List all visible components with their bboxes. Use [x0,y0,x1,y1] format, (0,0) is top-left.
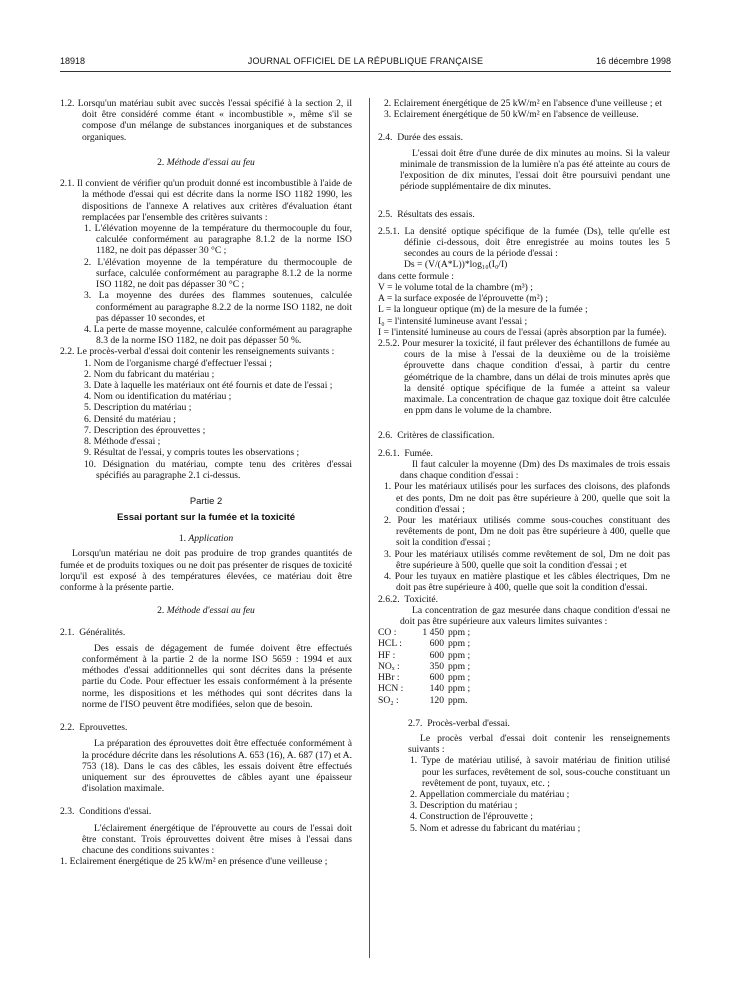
para-2-1: 2.1. Il convient de vérifier qu'un produit donné est incombustible à l'aide de la méthode d'essai qui est décrite dans la norme ISO 1182 1990, les dispositions de l'annexe A relatives aux critères d'évaluation étant remplacées par l'ensemble des critères suivants : [60,178,352,223]
section-heading-application: 1. Application [178,533,234,545]
formula-variable: V = le volume total de la chambre (m³) ; [378,281,533,293]
report-item: 3. Date à laquelle les matériaux ont été fournis et date de l'essai ; [84,380,333,392]
report-item: 2. Nom du fabricant du matériau ; [84,368,215,380]
heading-2-2: 2.2. Eprouvettes. [60,722,128,734]
report-item: 7. Description des éprouvettes ; [84,424,206,436]
right-column [378,98,670,834]
criteria-item: 3. La moyenne des durées des flammes soutenues, calculée conformément au paragraphe 8.2.2 de la norme ISO 1182, ne doit pas dépasser 10 secondes, et [84,290,352,324]
gas-unit: ppm ; [448,638,471,650]
report-item: 3. Description du matériau ; [410,800,518,812]
formula-variable: I = l'intensité lumineuse au cours de l'essai (après absorption par la fumée). [378,326,667,338]
criteria-item: 2. L'élévation moyenne de la température du thermocouple de surface, calculée conformément au paragraphe 8.1.2 de la norme ISO 1182, ne doit pas dépasser 30 °C ; [84,256,352,291]
formula-variable: A = la surface exposée de l'éprouvette (m²) ; [378,293,548,305]
smoke-criteria-item: 4. Pour les tuyaux en matière plastique et les câbles électriques, Dm ne doit pas être supérieure à 400, quelle que soit la condition d'essai. [384,571,670,594]
gas-value: 1 450 [422,627,444,639]
smoke-criteria-item: 2. Pour les matériaux utilisés comme sous-couches constituant des revêtements de pont, Dm ne doit pas être supérieure à 400, quelle que soit la condition d'essai ; [384,515,670,549]
application-text: Lorsqu'un matériau ne doit pas produire de trop grandes quantités de fumée et de produits toxiques ou ne doit pas présenter de risques de toxicité lorqu'il est exposé à des températures élevées, ce matériau doit être conforme à la présente partie. [60,548,352,594]
condition-item: 3. Eclairement énergétique de 50 kW/m² en l'absence de veilleuse. [384,109,639,121]
heading-2-6: 2.6. Critères de classification. [378,430,495,442]
partie-label: Partie 2 [189,495,223,506]
report-item: 5. Nom et adresse du fabricant du matériau ; [410,822,581,834]
gas-value: 600 [429,638,444,650]
gas-unit: ppm ; [448,660,471,672]
criteria-item: 4. La perte de masse moyenne, calculée conformément au paragraphe 8.3 de la norme ISO 1182, ne doit pas dépasser 50 %. [84,323,352,347]
gas-name: HCL : [378,638,402,650]
section-heading-methode: 2. Méthode d'essai au feu [157,156,255,168]
report-item: 1. Type de matériau utilisé, à savoir matériau de finition utilisé pour les surfaces, revêtement de sol, sous-couche constituant un revêtement de pont, tuyaux, etc. ; [410,755,670,789]
gas-name: NOₓ : [378,660,400,672]
gas-unit: ppm ; [448,683,471,695]
criteria-item: 1. L'élévation moyenne de la température du thermocouple du four, calculée conformément au paragraphe 8.1.2 de la norme ISO 1182, ne doit pas dépasser 30 °C ; [84,222,352,257]
column-divider [369,98,370,958]
formula: Ds = (V/(A*L))*log₁₀(I₀/I) [404,259,508,271]
gas-unit: ppm ; [448,649,471,661]
report-item: 6. Densité du matériau ; [84,413,176,425]
heading-2-6-1: 2.6.1. Fumée. [378,447,433,459]
gas-unit: ppm. [448,694,468,706]
para-2-5-1: 2.5.1. La densité optique spécifique de la fumée (Ds), telle qu'elle est définie ci-dessous, doit être enregistrée au moins toutes les 5 secondes au cours de la période d'essai : [378,225,671,260]
formula-intro: dans cette formule : [378,270,454,282]
left-column [60,98,352,867]
page-header [60,56,671,70]
gas-value: 140 [429,683,444,695]
text-2-6-2: La concentration de gaz mesurée dans chaque condition d'essai ne doit pas être supérieure aux valeurs limites suivantes : [400,604,670,627]
header-rule [60,71,671,72]
text-2-3: L'éclairement énergétique de l'éprouvette au cours de l'essai doit être constant. Trois éprouvettes doivent être mises à l'essai dans chacune des conditions suivantes : [82,822,352,857]
gas-unit: ppm ; [448,672,471,684]
journal-title: JOURNAL OFFICIEL DE LA RÉPUBLIQUE FRANÇAISE [247,56,484,66]
gas-value: 600 [429,649,444,661]
report-item: 10. Désignation du matériau, compte tenu des critères d'essai spécifiés au paragraphe 2.1 ci-dessus. [84,458,352,481]
section-heading-methode-2: 2. Méthode d'essai au feu [157,605,255,617]
gas-value: 600 [429,672,444,684]
formula-variable: I₀ = l'intensité lumineuse avant l'essai ; [378,315,528,327]
heading-2-7: 2.7. Procès-verbal d'essai. [408,717,510,729]
para-1-2: 1.2. Lorsqu'un matériau subit avec succès l'essai spécifié à la section 2, il doit être considéré comme étant « incombustible », même s'il se compose d'un mélange de substances inorganiques et de substances organiques. [60,98,353,143]
smoke-criteria-item: 1. Pour les matériaux utilisés pour les surfaces des cloisons, des plafonds et des ponts, Dm ne doit pas être supérieure à 200, quelle que soit la condition d'essai ; [384,481,670,515]
text-2-6-1: Il faut calculer la moyenne (Dm) des Ds maximales de trois essais dans chaque condition d'essai : [400,458,670,482]
partie-title: Essai portant sur la fumée et la toxicité [116,512,296,523]
heading-2-4: 2.4. Durée des essais. [378,132,463,144]
gas-value: 120 [429,694,444,706]
report-item: 2. Appellation commerciale du matériau ; [410,789,570,801]
text-2-1: Des essais de dégagement de fumée doivent être effectués conformément à la partie 2 de la norme ISO 5659 : 1994 et aux méthodes d'essai additionnelles qui sont décrites dans la présente partie du Code. Pour effectuer les essais conformément à la présente norme, les dispositions et les méthodes qui sont décrites dans la norme de l'ISO peuvent être modifiées, selon que de besoin. [82,642,352,710]
gas-unit: ppm ; [448,627,471,639]
heading-2-3: 2.3. Conditions d'essai. [60,806,152,818]
report-item: 1. Nom de l'organisme chargé d'effectuer l'essai ; [84,357,272,369]
gas-value: 350 [429,660,444,672]
para-2-5-2: 2.5.2. Pour mesurer la toxicité, il faut prélever des échantillons de fumée au cours de la mise à l'essai de la deuxième ou de la troisième éprouvette dans chaque condition d'essai, à partir du centre géométrique de la chambre, dans un délai de trois minutes après que la densité optique spécifique de la fumée a atteint sa valeur maximale. La concentration de chaque gaz toxique doit être calculée en ppm dans le volume de la chambre. [378,337,670,417]
gas-limits-table [378,627,670,706]
text-2-7: Le procès verbal d'essai doit contenir les renseignements suivants : [408,732,670,756]
report-item: 8. Méthode d'essai ; [84,436,161,448]
report-item: 4. Nom ou identification du matériau ; [84,391,232,403]
formula-variable: L = la longueur optique (m) de la mesure de la fumée ; [378,304,588,316]
gas-name: HCN : [378,683,404,695]
heading-2-1: 2.1. Généralités. [60,626,126,638]
report-item: 9. Résultat de l'essai, y compris toutes les observations ; [84,447,300,459]
condition-item: 1. Eclairement énergétique de 25 kW/m² en présence d'une veilleuse ; [60,856,328,868]
page-number: 18918 [60,56,86,66]
para-2-2: 2.2. Le procès-verbal d'essai doit contenir les renseignements suivants : [60,346,335,358]
report-item: 5. Description du matériau ; [84,402,192,414]
gas-name: SO₂ : [378,694,399,706]
condition-item: 2. Eclairement énergétique de 25 kW/m² en l'absence d'une veilleuse ; et [384,98,662,109]
heading-2-5: 2.5. Résultats des essais. [378,208,475,220]
gas-name: HBr : [378,672,400,684]
gas-name: HF : [378,649,396,661]
publication-date: 16 décembre 1998 [595,56,671,66]
smoke-criteria-item: 3. Pour les matériaux utilisés comme revêtement de sol, Dm ne doit pas être supérieure à 500, quelle que soit la condition d'essai ; et [384,548,670,571]
gas-name: CO : [378,627,397,639]
report-item: 4. Construction de l'éprouvette ; [410,811,533,823]
text-2-2: La préparation des éprouvettes doit être effectuée conformément à la procédure décrite dans les résolutions A. 653 (16), A. 687 (17) et A. 753 (18). Dans le cas des câbles, les essais doivent être effectués uniquement sur des éprouvettes de câbles ayant une épaisseur d'isolation maximale. [82,738,352,795]
text-2-4: L'essai doit être d'une durée de dix minutes au moins. Si la valeur minimale de transmission de la lumière n'a pas été atteinte au cours de l'exposition de dix minutes, l'essai doit être poursuivi pendant une période supplémentaire de dix minutes. [400,147,670,193]
heading-2-6-2: 2.6.2. Toxicité. [378,593,439,605]
